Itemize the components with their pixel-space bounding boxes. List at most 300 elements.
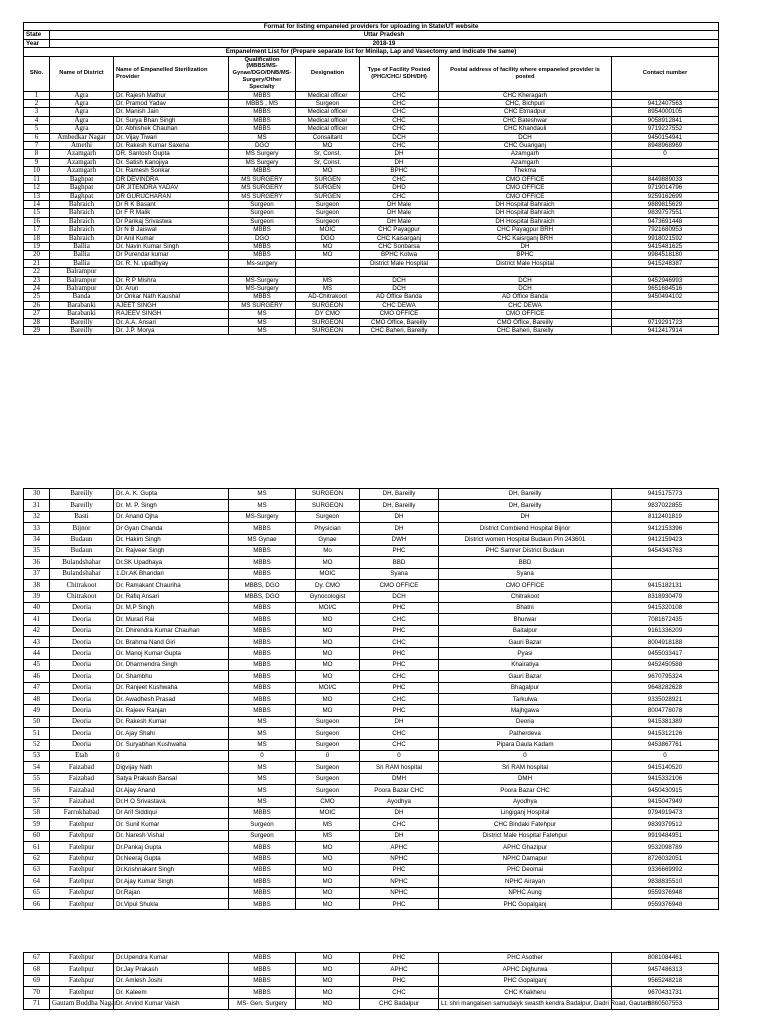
cell-designation: AD-Chitrakoot [296,293,360,301]
cell-facility-type: Ayodhya [360,796,439,807]
cell-facility-type: PHC [360,864,439,875]
cell-sno: 47 [24,682,50,693]
cell-district: Deoria [50,728,114,739]
cell-contact: 8318930479 [612,591,719,602]
cell-provider: Dr. R. N. upadhyay [114,259,229,267]
cell-district: Deoria [50,637,114,648]
cell-designation: Gynae [296,534,360,545]
cell-contact [612,158,719,166]
cell-qualification: MBBS [229,251,296,259]
cell-provider: Dr.Neeraj Gupta [114,853,229,864]
cell-facility-type: CHC [360,142,439,150]
cell-designation: MO [296,637,360,648]
table-row [24,545,719,556]
cell-contact: 8948968969 [612,142,719,150]
cell-designation: CMO [296,796,360,807]
cell-designation: MO [296,964,360,975]
table-row [24,614,719,625]
cell-designation: SURGEON [296,500,360,511]
cell-designation: SURGEON [296,301,360,309]
cell-qualification: MBBS [229,975,296,986]
cell-sno: 4 [24,116,50,124]
cell-designation: SURGEON [296,327,360,335]
cell-provider: Satya Prakash Bansal [114,773,229,784]
cell-facility-type: NPHC [360,887,439,898]
cell-designation: Medical officer [296,108,360,116]
cell-sno: 5 [24,125,50,133]
cell-postal-address: CMO OFFICE [439,175,612,183]
table-row [24,301,719,309]
cell-facility-type: NPHC [360,876,439,887]
cell-qualification: Surgeon [229,819,296,830]
cell-contact: 9058912841 [612,116,719,124]
cell-designation: SURGEN [296,184,360,192]
cell-district: Ballia [50,251,114,259]
cell-sno: 35 [24,545,50,556]
cell-postal-address: DH, Bareilly [439,489,612,500]
state-label: State [24,31,50,39]
cell-contact: 9415182131 [612,580,719,591]
cell-district: Fatehpur [50,819,114,830]
table-row [24,682,719,693]
cell-district: Azamgarh [50,158,114,166]
cell-district: Fatehpur [50,887,114,898]
cell-facility-type: PHC [360,953,439,964]
cell-qualification: MBBS [229,853,296,864]
cell-qualification: MBBS, DGO [229,580,296,591]
cell-contact: 9415320108 [612,602,719,613]
cell-district: Fatehpur [50,899,114,910]
cell-designation: MO [296,242,360,250]
cell-qualification: MBBS [229,293,296,301]
cell-provider: Dr. Vijay Tiwari [114,133,229,141]
cell-facility-type: AD Office Banda [360,293,439,301]
cell-provider: Dr. Rajeev Ranjan [114,705,229,716]
cell-contact: 8860507553 [612,998,719,1009]
cell-qualification: MBBS [229,964,296,975]
cell-district: Baghpat [50,175,114,183]
cell-postal-address: CHC Khandauli [439,125,612,133]
cell-sno: 2 [24,100,50,108]
cell-district: Fatehpur [50,964,114,975]
cell-qualification: MBBS [229,116,296,124]
cell-sno: 61 [24,842,50,853]
cell-facility-type: PHC [360,975,439,986]
cell-district: Ambedkar Nagar [50,133,114,141]
cell-qualification: MBBS [229,108,296,116]
cell-qualification: MS [229,773,296,784]
cell-provider: Dr. Dhirendra Kumar Chauhan [114,625,229,636]
cell-sno: 15 [24,209,50,217]
cell-provider: Dr. Sunil Kumar [114,819,229,830]
table-row [24,511,719,522]
cell-designation: MOI/C [296,602,360,613]
cell-qualification: MBBS [229,91,296,99]
cell-designation: MS [296,284,360,292]
table-row [24,251,719,259]
cell-facility-type: CHC [360,175,439,183]
cell-designation: MS [296,830,360,841]
cell-facility-type: DWH [360,534,439,545]
cell-qualification: MBBS [229,899,296,910]
cell-sno: 9 [24,158,50,166]
cell-qualification: MBBS [229,864,296,875]
cell-contact: 9415140520 [612,762,719,773]
cell-postal-address: CMO OFFICE [439,184,612,192]
cell-sno: 46 [24,671,50,682]
column-header: Name of District [50,56,114,91]
cell-provider: Dr.Krishnakant Singh [114,864,229,875]
cell-qualification: MS Gynae [229,534,296,545]
cell-sno: 50 [24,716,50,727]
cell-designation: Mo [296,545,360,556]
cell-provider: DR DEVINDRA [114,175,229,183]
cell-postal-address: DCH [439,276,612,284]
table-row [24,648,719,659]
cell-contact: 9412153396 [612,523,719,534]
column-header: Contact number [612,56,719,91]
cell-sno: 21 [24,259,50,267]
cell-facility-type: CHC DEWA [360,301,439,309]
cell-designation [296,268,360,276]
table-row [24,796,719,807]
cell-sno: 22 [24,268,50,276]
cell-district: Deoria [50,625,114,636]
cell-designation: MO [296,987,360,998]
cell-district: Bahraich [50,226,114,234]
cell-qualification: MBBS [229,807,296,818]
cell-provider: DR. Santosh Gupta [114,150,229,158]
cell-sno: 31 [24,500,50,511]
cell-contact: 8112401819 [612,511,719,522]
cell-contact: 9415312126 [612,728,719,739]
cell-district: Amethi [50,142,114,150]
cell-provider: Dr. Pramod Yadav [114,100,229,108]
cell-designation: MO [296,251,360,259]
cell-provider: Dr. Ajay Shahi [114,728,229,739]
cell-provider: Dr. Dharmendra Singh [114,659,229,670]
cell-sno: 34 [24,534,50,545]
cell-district: Deoria [50,671,114,682]
cell-facility-type: BBD [360,557,439,568]
cell-provider: Dr.Ajay Anand [114,785,229,796]
cell-postal-address: District Male Hospital [439,259,612,267]
cell-designation: Surgeon [296,773,360,784]
cell-qualification: MS-Surgery [229,276,296,284]
cell-postal-address: Azamgarh [439,150,612,158]
cell-district: Etah [50,750,114,761]
cell-facility-type: Syana [360,568,439,579]
cell-sno: 71 [24,998,50,1009]
cell-district: Gautam Buddha Nagar [50,998,114,1009]
table-row [24,489,719,500]
cell-postal-address: Khairatiya [439,659,612,670]
cell-postal-address: CMO Office, Bareilly [439,318,612,326]
table-row [24,876,719,887]
cell-contact: 9889815629 [612,200,719,208]
cell-sno: 3 [24,108,50,116]
cell-facility-type: Sri RAM hospital [360,762,439,773]
cell-postal-address: CHC Kaisrganj BRH [439,234,612,242]
cell-postal-address: Pyasi [439,648,612,659]
providers-table-page3 [23,952,719,1010]
cell-district: Chitrakoot [50,591,114,602]
cell-sno: 27 [24,310,50,318]
table-row [24,807,719,818]
cell-postal-address: DH, Bareilly [439,500,612,511]
cell-facility-type: DH [360,830,439,841]
cell-sno: 10 [24,167,50,175]
cell-postal-address: NPHC Aung [439,887,612,898]
cell-provider: Dr Onkar Nath Kaushal [114,293,229,301]
cell-district: Agra [50,116,114,124]
cell-sno: 14 [24,200,50,208]
cell-district: Bulandshahar [50,568,114,579]
cell-facility-type: CMO OFFICE [360,580,439,591]
cell-designation: MO [296,887,360,898]
cell-provider: Dr. R P Mishra [114,276,229,284]
cell-contact [612,301,719,309]
cell-contact: 8449889033 [612,175,719,183]
cell-district: Bahraich [50,209,114,217]
cell-facility-type: BPHC Kotwa [360,251,439,259]
cell-qualification: MBBS [229,602,296,613]
cell-facility-type: CHC [360,671,439,682]
cell-contact [612,91,719,99]
cell-district: Bijnor [50,523,114,534]
cell-contact: 9565248218 [612,975,719,986]
cell-contact [612,557,719,568]
cell-postal-address: Bhagalpur [439,682,612,693]
cell-sno: 58 [24,807,50,818]
cell-district: Bareilly [50,318,114,326]
cell-provider: Dr. Abhishek Chauhan [114,125,229,133]
cell-qualification: MBBS [229,226,296,234]
cell-sno: 41 [24,614,50,625]
cell-designation: Surgeon [296,728,360,739]
cell-district: Deoria [50,716,114,727]
cell-provider: RAJEEV SINGH [114,310,229,318]
cell-facility-type: DH [360,150,439,158]
cell-qualification: MBBS [229,876,296,887]
cell-facility-type: CHC Badalpur [360,998,439,1009]
table-row [24,580,719,591]
cell-sno: 60 [24,830,50,841]
cell-facility-type: CHC [360,728,439,739]
cell-sno: 26 [24,301,50,309]
cell-qualification: MBBS [229,694,296,705]
cell-facility-type: CHC [360,694,439,705]
cell-district: Balrampur [50,268,114,276]
cell-district: Bareilly [50,327,114,335]
cell-district: Bulandshahar [50,557,114,568]
cell-designation: MO [296,705,360,716]
cell-contact: 9839757551 [612,209,719,217]
cell-facility-type: DH, Bareilly [360,500,439,511]
cell-qualification: MS-Surgery [229,511,296,522]
page-title: Format for listing empaneled providers for uploading in State/UT website [24,23,719,31]
cell-contact: 9415248387 [612,259,719,267]
cell-postal-address: CMO OFFICE [439,310,612,318]
cell-facility-type: Poora Bazar CHC [360,785,439,796]
cell-qualification: MBBS [229,557,296,568]
cell-designation: MS [296,276,360,284]
cell-district: Deoria [50,739,114,750]
cell-sno: 12 [24,184,50,192]
table-row [24,142,719,150]
table-row [24,568,719,579]
cell-sno: 59 [24,819,50,830]
table-row [24,259,719,267]
cell-postal-address: APHC Dighurwa [439,964,612,975]
cell-postal-address: Poora Bazar CHC [439,785,612,796]
table-row [24,200,719,208]
cell-postal-address: Syana [439,568,612,579]
cell-designation: MO [296,899,360,910]
cell-qualification: MBBS [229,637,296,648]
cell-facility-type: DCH [360,284,439,292]
cell-designation: MO [296,648,360,659]
cell-district: Deoria [50,614,114,625]
cell-qualification: MBBS [229,523,296,534]
cell-qualification: Surgeon [229,200,296,208]
cell-district: Faizabad [50,785,114,796]
cell-postal-address: Azamgarh [439,158,612,166]
cell-provider: Dr. Rafiq Ansari [114,591,229,602]
cell-facility-type: CHC [360,614,439,625]
cell-provider: Dr. Navin Kumar Singh [114,242,229,250]
cell-provider: Dr. Kaleem [114,987,229,998]
cell-contact: 9412417914 [612,327,719,335]
cell-contact: 9837022855 [612,500,719,511]
cell-provider: Dr.Pankaj Gupta [114,842,229,853]
cell-provider: Dr.Rajan [114,887,229,898]
cell-contact: 9838835510 [612,876,719,887]
cell-postal-address: DCH [439,284,612,292]
cell-district: Balrampur [50,284,114,292]
cell-district: Faizabad [50,762,114,773]
cell-qualification: DGO [229,234,296,242]
cell-qualification: MBBS [229,705,296,716]
cell-contact [612,568,719,579]
cell-postal-address: CMO OFFICE [439,192,612,200]
cell-postal-address: Lt. shri mangalsen samudaiyk swasth kendra Badalpur, Dadri Road, Gautam [439,998,612,1009]
cell-qualification: MBBS [229,842,296,853]
providers-table-page1 [23,22,719,335]
cell-contact: 9919484951 [612,830,719,841]
cell-sno: 42 [24,625,50,636]
cell-district: Fatehpur [50,842,114,853]
cell-sno: 19 [24,242,50,250]
cell-designation: Sr, Const. [296,150,360,158]
cell-provider: Dr. Awadhesh Prasad [114,694,229,705]
cell-sno: 68 [24,964,50,975]
cell-designation: MO [296,557,360,568]
cell-sno: 66 [24,899,50,910]
cell-facility-type: CHC Sonbarsa [360,242,439,250]
cell-postal-address: AD Office Banda [439,293,612,301]
cell-contact: 9559376948 [612,899,719,910]
cell-facility-type: APHC [360,964,439,975]
cell-contact: 8726032051 [612,853,719,864]
cell-designation: Surgeon [296,209,360,217]
table-row [24,694,719,705]
cell-sno: 13 [24,192,50,200]
cell-provider: Dr. Rajesh Mathur [114,91,229,99]
table-row [24,887,719,898]
cell-qualification: MS Surgery [229,150,296,158]
cell-postal-address: Majhgawa [439,705,612,716]
cell-qualification: MS [229,762,296,773]
cell-sno: 51 [24,728,50,739]
cell-postal-address: DH Hospital Bahraich [439,200,612,208]
cell-postal-address: Thekma [439,167,612,175]
cell-postal-address: CMO OFFICE [439,580,612,591]
cell-contact: 9452450588 [612,659,719,670]
cell-sno: 25 [24,293,50,301]
column-header: Designation [296,56,360,91]
table-row [24,217,719,225]
cell-sno: 48 [24,694,50,705]
cell-postal-address: Patherdeva [439,728,612,739]
cell-provider: 0 [114,750,229,761]
cell-district: Agra [50,125,114,133]
column-header: SNo. [24,56,50,91]
cell-provider: Dr. Manoj Kumar Gupta [114,648,229,659]
cell-provider: 1.Dr.AK Bhandari [114,568,229,579]
cell-postal-address: BBD [439,557,612,568]
cell-district: Ballia [50,242,114,250]
cell-qualification: MBBS [229,953,296,964]
cell-sno: 30 [24,489,50,500]
cell-sno: 28 [24,318,50,326]
cell-qualification: MBBS [229,887,296,898]
cell-district: Fatehpur [50,953,114,964]
cell-district: Fatehpur [50,987,114,998]
cell-postal-address: CHC Bateshwar [439,116,612,124]
cell-contact: 9450154941 [612,133,719,141]
cell-postal-address: Gauri Bazar [439,671,612,682]
cell-designation: MOI/C [296,682,360,693]
cell-facility-type: PHC [360,659,439,670]
table-row [24,534,719,545]
cell-postal-address: PHC Gopalganj [439,975,612,986]
cell-district: Fatehpur [50,876,114,887]
cell-qualification: MS [229,728,296,739]
year-label: Year [24,39,50,47]
cell-sno: 8 [24,150,50,158]
cell-contact: 9415175773 [612,489,719,500]
cell-qualification: Surgeon [229,830,296,841]
cell-district: Basti [50,511,114,522]
cell-contact: 8081084461 [612,953,719,964]
cell-postal-address: Baitalpur [439,625,612,636]
table-row [24,637,719,648]
cell-postal-address: BPHC [439,251,612,259]
cell-facility-type: DCH [360,591,439,602]
cell-sno: 17 [24,226,50,234]
cell-provider: Dr.Vipul Shukla [114,899,229,910]
cell-district: Agra [50,108,114,116]
table-row [24,276,719,284]
cell-sno: 57 [24,796,50,807]
cell-sno: 55 [24,773,50,784]
table-row [24,209,719,217]
cell-district: Deoria [50,682,114,693]
cell-sno: 16 [24,217,50,225]
cell-contact: 9719227552 [612,125,719,133]
cell-district: Deoria [50,694,114,705]
